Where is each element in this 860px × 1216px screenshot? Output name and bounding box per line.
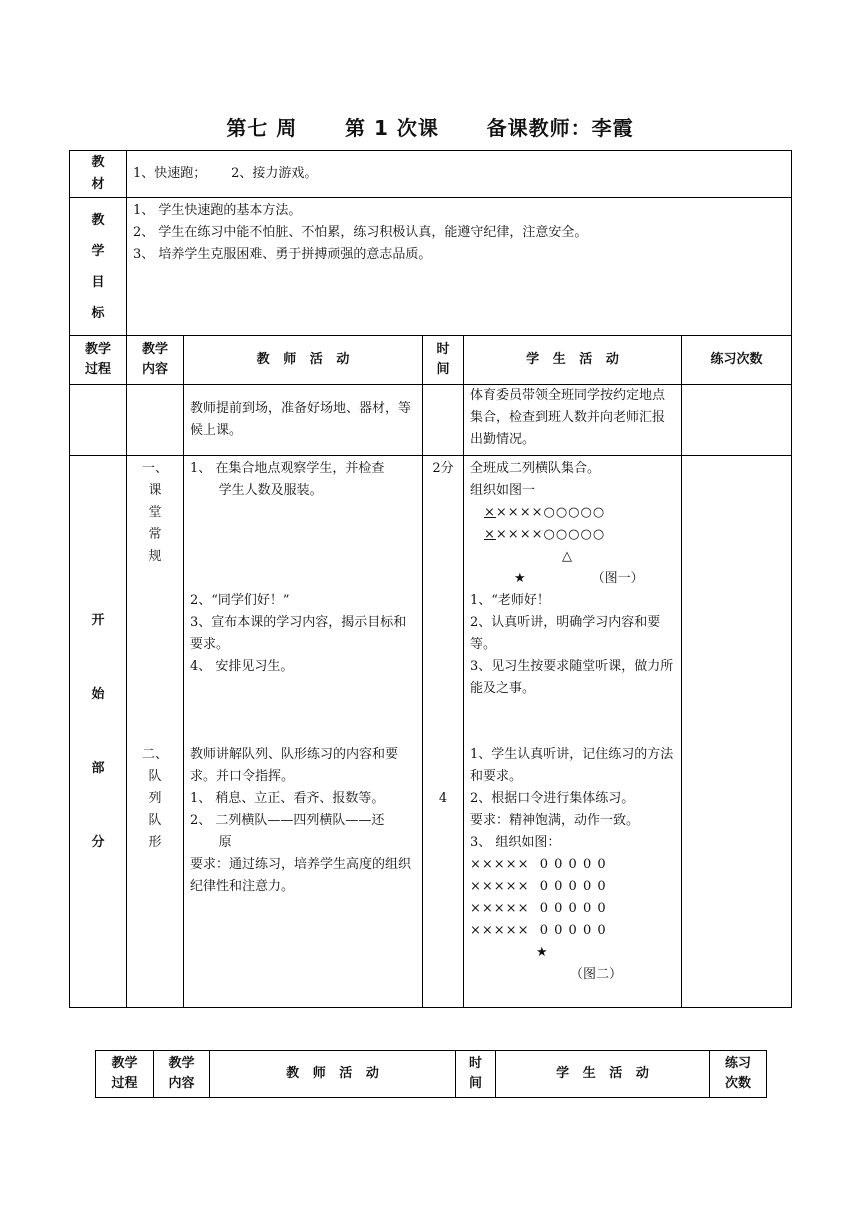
part1-content-label: 一、 课 堂 常 规 <box>141 461 168 564</box>
next-page-header-table <box>95 1050 767 1098</box>
start-section-time: 2分 4 <box>423 456 464 1008</box>
figure-caption: （图二） <box>570 967 623 982</box>
formation-row: ××××× 0 0 0 0 0 <box>470 901 607 916</box>
material-row <box>70 151 792 198</box>
goal-item: 3、 培养学生克服困难、勇于拼搏顽强的意志品质。 <box>133 247 432 262</box>
col-count-header: 练习次数 <box>682 336 792 385</box>
formation-row: ×××××○○○○○ <box>484 527 606 542</box>
goals-label: 教 学 目 标 <box>70 198 127 336</box>
col-teacher-header: 教 师 活 动 <box>210 1051 456 1098</box>
material-label: 教 材 <box>70 151 127 198</box>
col-content-header: 教学 内容 <box>154 1051 210 1098</box>
formation-row: ××××× 0 0 0 0 0 <box>470 857 607 872</box>
prep-teacher: 教师提前到场，准备好场地、器材，等候上课。 <box>184 385 423 456</box>
column-header-row <box>96 1051 767 1098</box>
material-content: 1、快速跑； 2、接力游戏。 <box>127 151 792 198</box>
start-section-student: 全班成二列横队集合。 组织如图一 ×××××○○○○○ ×××××○○○○○ △ ★ （图一） 1、“老师好！ 2、认真听讲，明确学习内容和要等。 3、见习生按要求随堂听课，做力所能及之事。 1、学生认真听讲，记住练习的方法和要求。 2、根据口令进行集体练习。 要求：精神饱满，动作一致。 3、 组织如图： ××××× 0 0 0 0 0 ××××× 0 0 0 0 0 ××××× 0 0 0 0 0 ××××× 0 0 0 0 0 ★ （图二） <box>464 456 682 1008</box>
page-title: 第七 周 第 1 次课 备课教师：李霞 <box>226 116 634 140</box>
start-section-row <box>70 456 792 1008</box>
formation-row: ××××× 0 0 0 0 0 <box>470 923 607 938</box>
prep-student: 体育委员带领全班同学按约定地点集合，检查到班人数并向老师汇报出勤情况。 <box>464 385 682 456</box>
teacher-position-triangle: △ <box>562 549 572 564</box>
goal-item: 2、 学生在练习中能不怕脏、不怕累，练习积极认真，能遵守纪律，注意安全。 <box>133 225 588 240</box>
goals-content <box>127 198 792 336</box>
col-time-header: 时 间 <box>456 1051 496 1098</box>
col-student-header: 学 生 活 动 <box>496 1051 710 1098</box>
star-icon: ★ <box>514 571 526 586</box>
col-time-header: 时 间 <box>423 336 464 385</box>
col-student-header: 学 生 活 动 <box>464 336 682 385</box>
goals-row <box>70 198 792 336</box>
column-header-row <box>70 336 792 385</box>
col-content-header: 教学 内容 <box>127 336 184 385</box>
col-count-header: 练习 次数 <box>710 1051 767 1098</box>
lesson-plan-table <box>69 150 792 1008</box>
col-process-header: 教学 过程 <box>96 1051 154 1098</box>
prep-row <box>70 385 792 456</box>
part2-content-label: 二、 队 列 队 形 <box>141 747 168 850</box>
start-section-teacher: 1、 在集合地点观察学生，并检查 学生人数及服装。 2、“同学们好！” 3、宣布本课的学习内容，揭示目标和要求。 4、 安排见习生。 教师讲解队列、队形练习的内容和要求。并口令指挥。 1、 稍息、立正、看齐、报数等。 2、 二列横队——四列横队——还 原 要求：通过练习，培养学生高度的组织纪律性和注意力。 <box>184 456 423 1008</box>
goal-item: 1、 学生快速跑的基本方法。 <box>133 203 302 218</box>
figure-caption: （图一） <box>591 571 644 586</box>
start-section-label: 开 始 部 分 <box>70 456 127 1008</box>
col-process-header: 教学 过程 <box>70 336 127 385</box>
star-icon: ★ <box>536 945 548 960</box>
col-teacher-header: 教 师 活 动 <box>184 336 423 385</box>
formation-row: ×××××○○○○○ <box>484 505 606 520</box>
formation-row: ××××× 0 0 0 0 0 <box>470 879 607 894</box>
start-section-content <box>127 456 184 1008</box>
